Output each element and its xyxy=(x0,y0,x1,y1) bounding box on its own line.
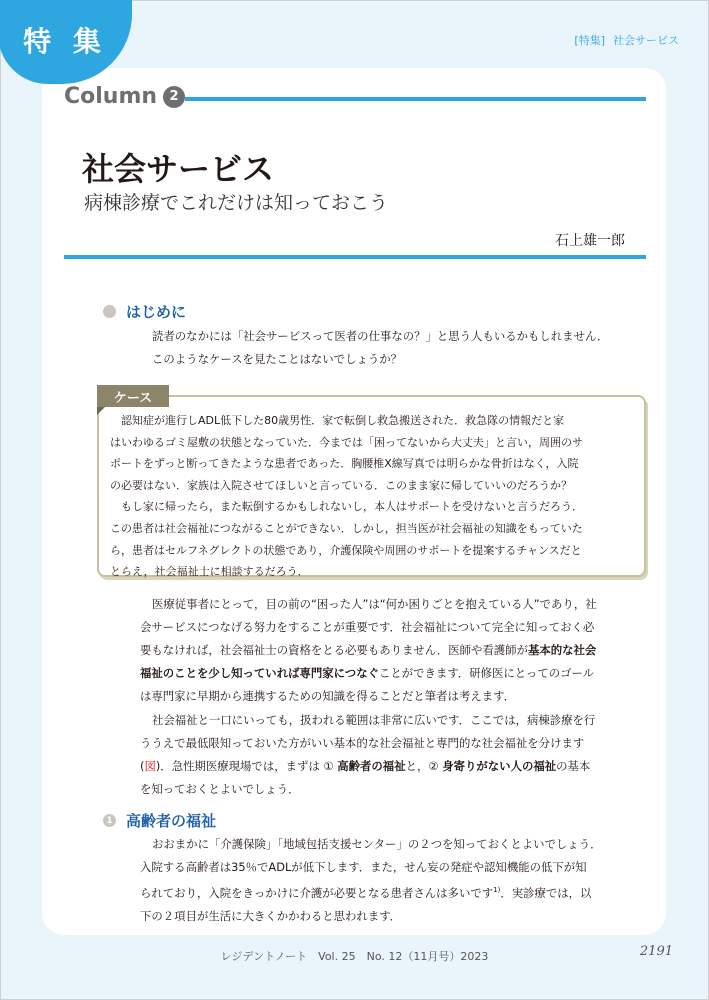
case-text xyxy=(110,410,635,583)
column-rule xyxy=(185,97,646,101)
body-line: を知っておくとよいでしょう． xyxy=(140,782,300,796)
body-line xyxy=(140,755,655,778)
body-line xyxy=(140,879,655,905)
body-text: )．急性期医療現場では，まずは ① xyxy=(155,759,338,773)
section-number-icon: 1 xyxy=(103,814,116,827)
column-number: 2 xyxy=(163,86,185,108)
title-rule xyxy=(64,255,646,259)
page-footer: レジデントノート Vol. 25 No. 12（11月号）2023 xyxy=(220,950,489,963)
body-bold-text: 基本的な社会 xyxy=(527,643,597,657)
case-label: ケース xyxy=(97,385,169,407)
case-line: とらえ，社会福祉士に相談するだろう． xyxy=(110,565,309,579)
body-bold-text: 福祉のことを少し知っていれば専門家につなぐ xyxy=(140,666,379,680)
body-paragraph-1 xyxy=(140,593,655,708)
body-text: ( xyxy=(140,759,145,773)
body-bold-text: 高齢者の福祉 xyxy=(337,759,406,773)
bullet-dot-icon xyxy=(103,305,116,318)
body-line xyxy=(140,639,655,662)
body-text: ことができます．研修医にとってのゴール xyxy=(378,666,595,680)
intro-paragraph xyxy=(152,325,652,371)
body-text: ．実診療では，以 xyxy=(500,885,592,900)
article-title: 社会サービス xyxy=(82,150,275,188)
article-subtitle: 病棟診療でこれだけは知っておこう xyxy=(84,192,389,214)
reference-superscript[interactable]: 1) xyxy=(493,886,501,894)
column-word: Column xyxy=(64,84,158,109)
figure-reference-link[interactable]: 図 xyxy=(144,759,156,773)
running-head-bracket: [特集] xyxy=(574,34,605,47)
page-number: 2191 xyxy=(639,944,673,959)
case-line: この患者は社会福祉につながることができない．しかし，担当医が社会福祉の知識をもっていた xyxy=(110,521,583,535)
body-line: ううえで最低限知っておいた方がいい基本的な社会福祉と専門的な社会福祉を分けます xyxy=(140,736,585,750)
column-label xyxy=(64,84,185,109)
body-text: と，② xyxy=(405,759,443,773)
case-line: はいわゆるゴミ屋敷の状態となっていた．今までは「困ってないから大丈夫」と言い，周囲のサ xyxy=(110,435,583,449)
body-line: 会サービスにつなげる努力をすることが重要です．社会福祉について完全に知っておく必 xyxy=(140,620,595,634)
running-head-topic: 社会サービス xyxy=(613,34,679,47)
body-line: おおまかに「介護保険」「地域包括支援センター」の２つを知っておくとよいでしょう． xyxy=(152,837,602,851)
intro-line: 読者のなかには「社会サービスって医者の仕事なの？」と思う人もいるかもしれません． xyxy=(152,329,609,343)
running-head xyxy=(574,32,679,48)
case-line: の必要はない．家族は入院させてほしいと言っている．このまま家に帰していいのだろうか？ xyxy=(110,478,572,492)
body-line: 医療従事者にとって，目の前の“困った人”は“何か困りごとを抱えている人”であり，社 xyxy=(152,597,597,611)
feature-badge: 特 集 xyxy=(0,0,132,84)
case-line: ポートをずっと断ってきたような患者であった．胸腰椎X線写真では明らかな骨折はなく，入院 xyxy=(110,457,579,471)
section-1-heading-text: 高齢者の福祉 xyxy=(126,812,217,830)
author-name: 石上雄一郎 xyxy=(555,233,625,249)
section-1-paragraph xyxy=(140,833,655,928)
case-line: ら，患者はセルフネグレクトの状態であり，介護保険や周囲のサポートを提案するチャンスだと xyxy=(110,543,582,557)
body-bold-text: 身寄りがない人の福祉 xyxy=(442,759,557,773)
body-line: 社会福祉と一口にいっても，扱われる範囲は非常に広いです．ここでは，病棟診療を行 xyxy=(152,713,596,727)
body-text: られており，入院をきっかけに介護が必要となる患者さんは多いです xyxy=(140,885,494,900)
intro-heading-text: はじめに xyxy=(126,303,187,321)
body-line: は専門家に早期から連携するための知識を得ることだと筆者は考えます． xyxy=(140,689,515,703)
section-1-heading xyxy=(103,810,216,831)
body-line xyxy=(140,662,655,685)
body-paragraph-2 xyxy=(140,709,655,801)
intro-heading xyxy=(103,301,186,322)
case-line: もし家に帰ったら，また転倒するかもしれないし，本人はサポートを受けないと言うだろう． xyxy=(110,500,583,514)
body-text: の基本 xyxy=(556,759,591,773)
case-line: 認知症が進行しADL低下した80歳男性．家で転倒し救急搬送された．救急隊の情報だと家 xyxy=(110,414,565,427)
body-text: 要もなければ，社会福祉士の資格をとる必要もありません．医師や看護師が xyxy=(140,643,528,657)
body-line: 下の２項目が生活に大きくかかわると思われます． xyxy=(140,908,402,923)
body-line: 入院する高齢者は35％でADLが低下します．また，せん妄の発症や認知機能の低下が知 xyxy=(140,860,587,874)
intro-line: このようなケースを見たことはないでしょうか？ xyxy=(152,352,403,366)
